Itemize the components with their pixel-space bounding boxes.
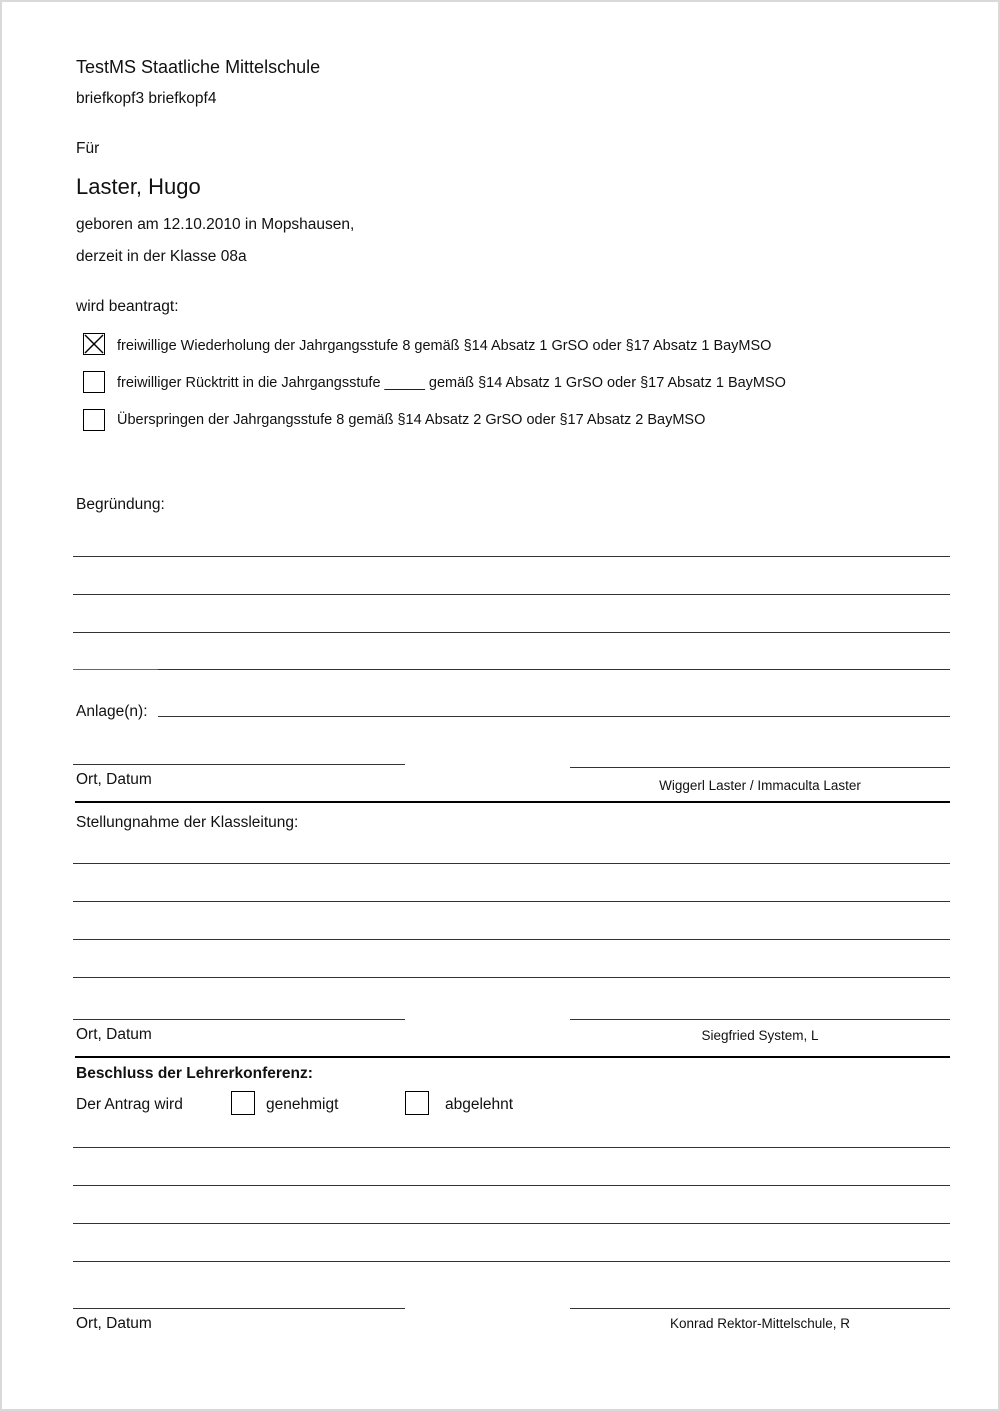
option-repeat-label: freiwillige Wiederholung der Jahrgangsstufe 8 gemäß §14 Absatz 1 GrSO oder §17 Absatz 1 BayMSO [117,338,772,354]
section-divider [75,1056,950,1058]
statement-line[interactable] [73,863,950,864]
statement-line[interactable] [73,939,950,940]
attachments-label: Anlage(n): [76,703,148,720]
checkmark-x-icon [84,334,104,354]
place-date-label: Ort, Datum [76,771,152,788]
place-date-line[interactable] [73,1308,405,1309]
option-stepback-label: freiwilliger Rücktritt in die Jahrgangsstufe _____ gemäß §14 Absatz 1 GrSO oder §17 Absatz 1 BayMSO [117,375,786,391]
section-divider [75,801,950,803]
approved-label: genehmigt [266,1096,339,1113]
place-date-line[interactable] [73,764,405,765]
school-name: TestMS Staatliche Mittelschule [76,57,321,77]
conference-label: Beschluss der Lehrerkonferenz: [76,1065,313,1082]
option-stepback-checkbox[interactable] [83,371,105,393]
request-label: wird beantragt: [76,298,179,315]
statement-line[interactable] [73,977,950,978]
statement-line[interactable] [73,901,950,902]
reason-label: Begründung: [76,496,165,513]
place-date-label: Ort, Datum [76,1315,152,1332]
signature-line[interactable] [570,767,950,768]
rejected-label: abgelehnt [445,1096,514,1113]
principal-signer: Konrad Rektor-Mittelschule, R [669,1316,851,1331]
decision-line[interactable] [73,1261,950,1262]
decision-line[interactable] [73,1223,950,1224]
decision-label: Der Antrag wird [76,1096,183,1113]
place-date-line[interactable] [73,1019,405,1020]
for-label: Für [76,140,100,157]
option-repeat-checkbox[interactable] [83,333,105,355]
decision-line[interactable] [73,1185,950,1186]
teacher-statement-label: Stellungnahme der Klassleitung: [76,814,299,831]
approved-checkbox[interactable] [231,1091,255,1115]
reason-line[interactable] [73,556,950,557]
student-name: Laster, Hugo [76,174,201,199]
birth-info: geboren am 12.10.2010 in Mopshausen, [76,216,355,233]
option-skip-label: Überspringen der Jahrgangsstufe 8 gemäß §14 Absatz 2 GrSO oder §17 Absatz 2 BayMSO [117,412,706,428]
place-date-label: Ort, Datum [76,1026,152,1043]
parents-signer: Wiggerl Laster / Immaculta Laster [659,778,861,793]
letterhead: briefkopf3 briefkopf4 [76,90,217,107]
reason-line-overlay [158,669,950,670]
rejected-checkbox[interactable] [405,1091,429,1115]
reason-line[interactable] [73,594,950,595]
decision-line[interactable] [73,1147,950,1148]
option-skip-checkbox[interactable] [83,409,105,431]
class-info: derzeit in der Klasse 08a [76,248,247,265]
teacher-signer: Siegfried System, L [701,1028,819,1043]
signature-line[interactable] [570,1019,950,1020]
reason-line[interactable] [73,632,950,633]
attachments-line[interactable] [158,716,950,717]
signature-line[interactable] [570,1308,950,1309]
